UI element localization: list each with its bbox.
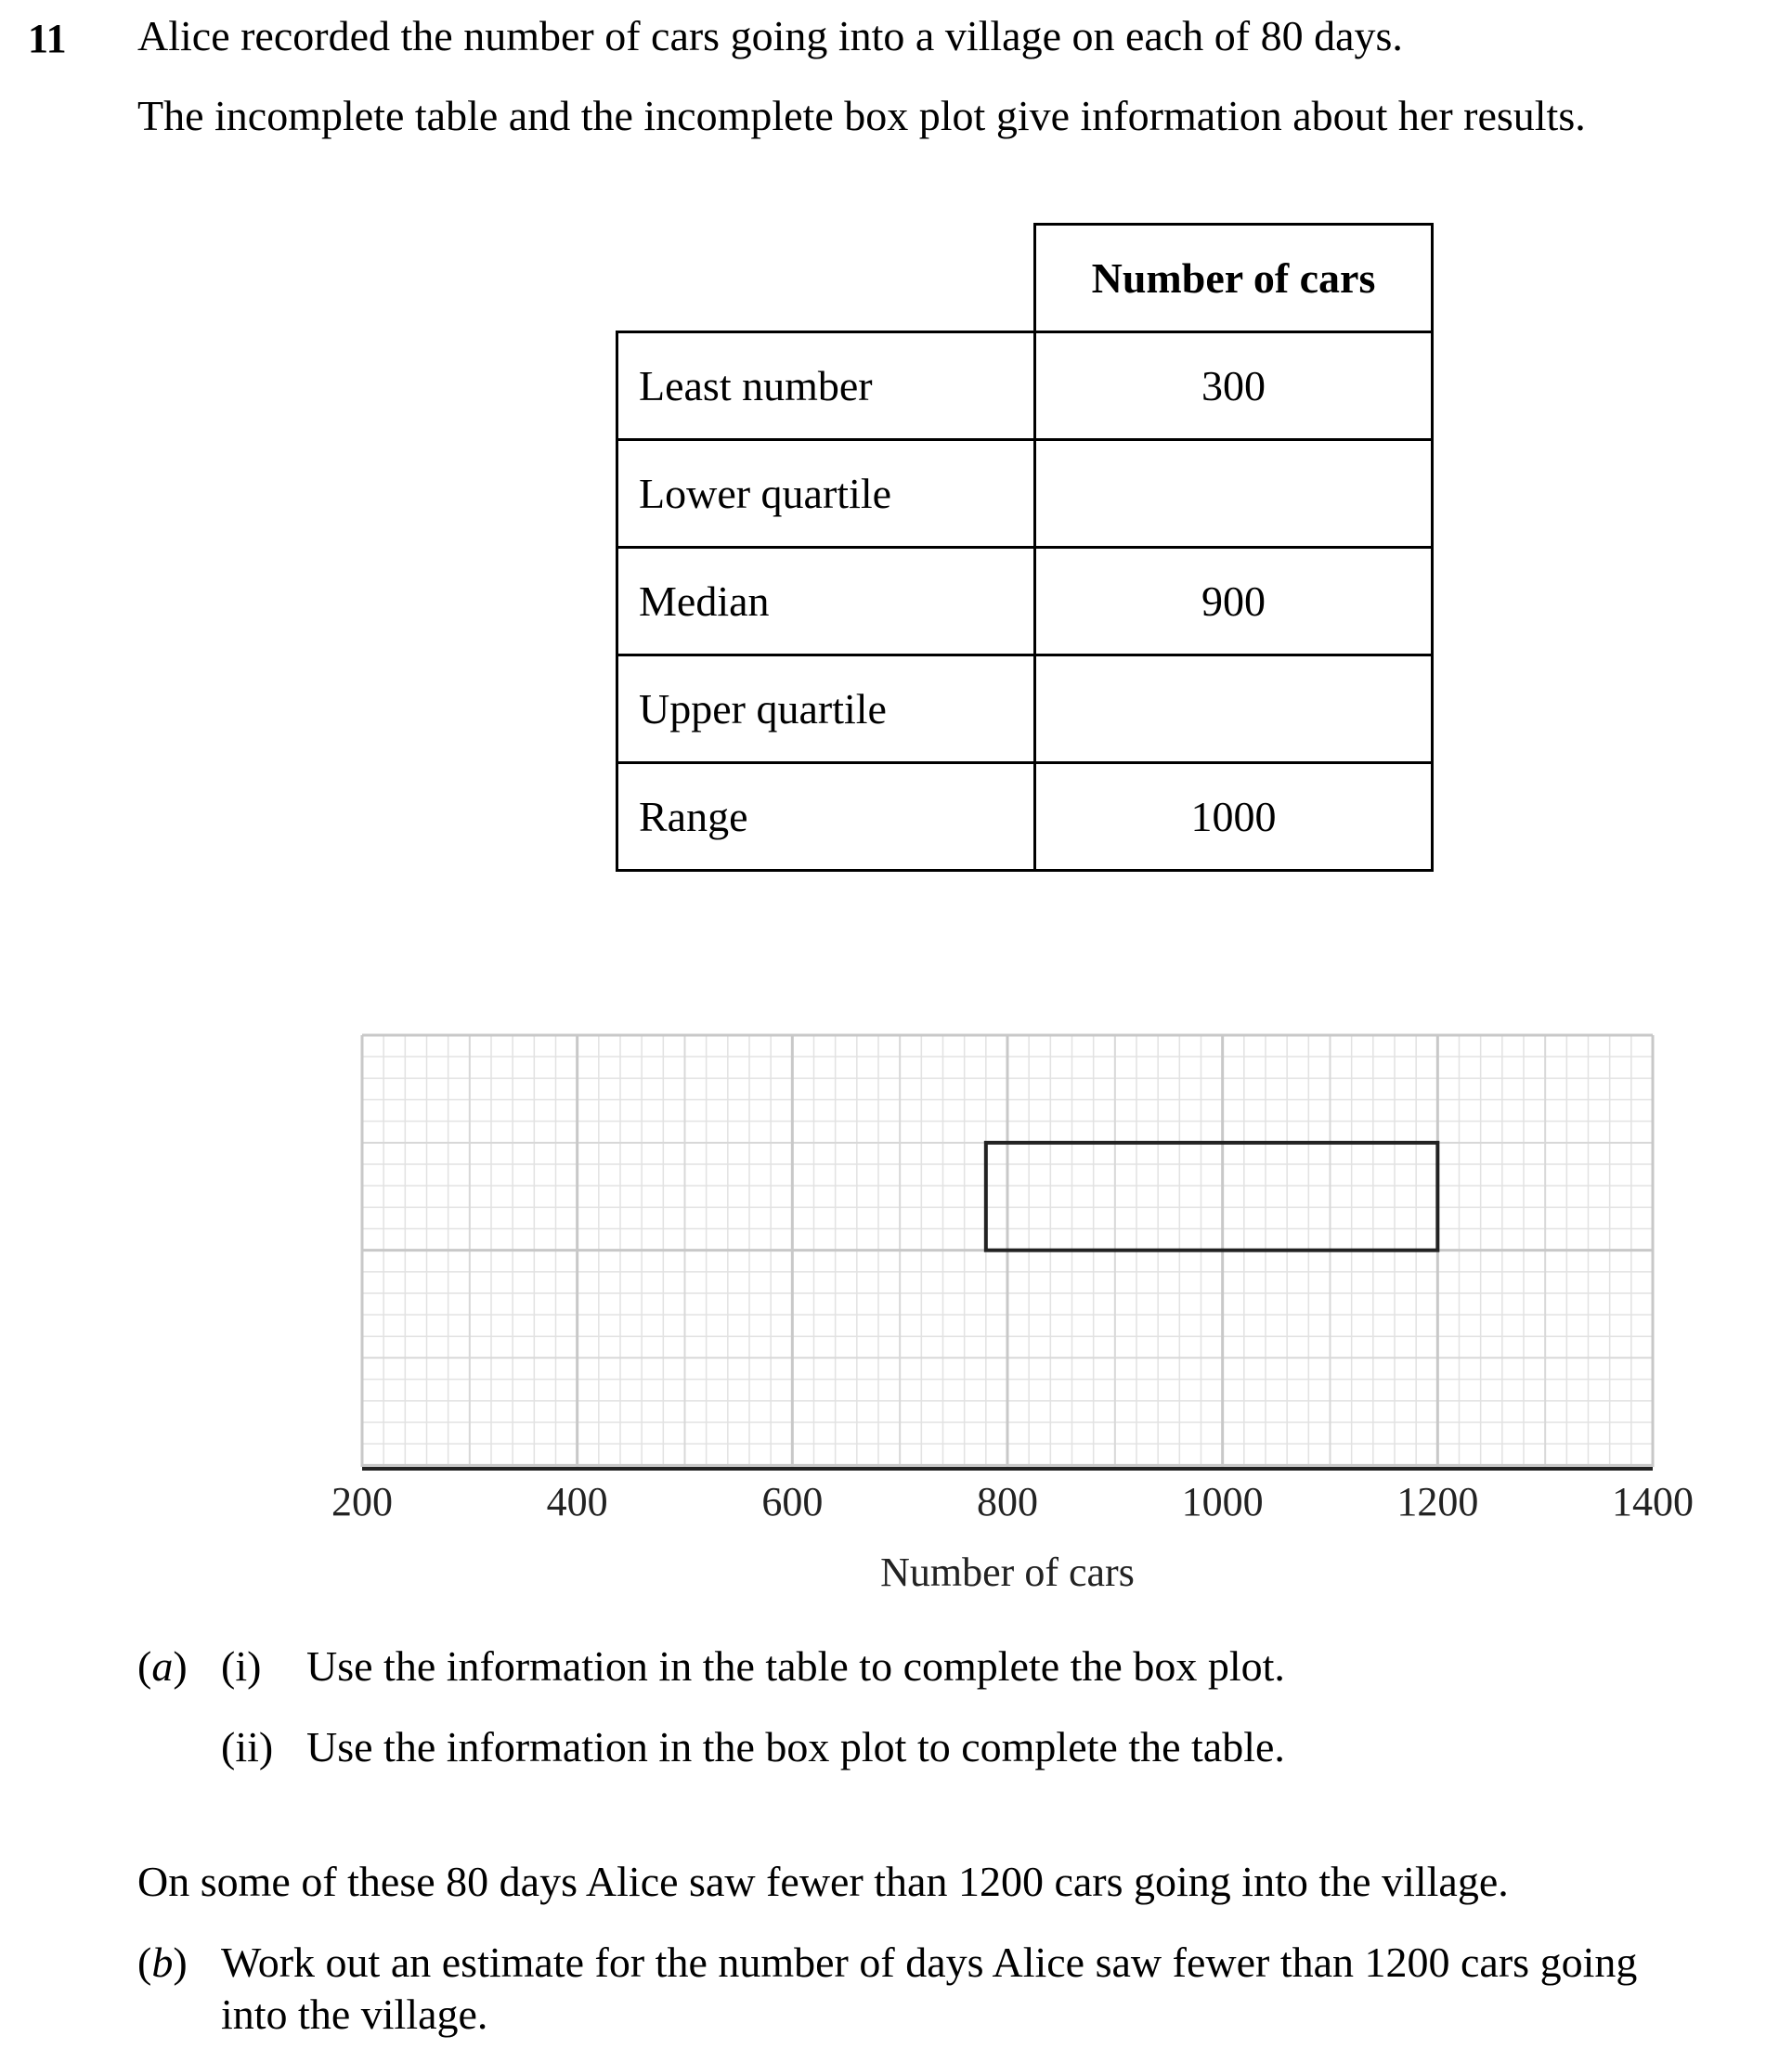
intro-line-2: The incomplete table and the incomplete box plot give information about her results.: [137, 92, 1586, 139]
table-header: Number of cars: [1035, 225, 1433, 332]
part-a-ii-label: (ii): [221, 1723, 274, 1770]
row-label-lower-quartile: Lower quartile: [617, 440, 1035, 548]
x-tick-label: 800: [977, 1479, 1038, 1524]
part-b-line-1: Work out an estimate for the number of days Alice saw fewer than 1200 cars going: [221, 1939, 1638, 1986]
table-row: [617, 548, 1433, 655]
x-axis-title: Number of cars: [880, 1550, 1135, 1595]
table-row: [617, 332, 1433, 440]
part-a-ii-text: Use the information in the box plot to complete the table.: [306, 1723, 1285, 1770]
part-b-letter: b: [151, 1939, 174, 1986]
intro-line-1: Alice recorded the number of cars going into a village on each of 80 days.: [137, 12, 1403, 59]
row-value-least: 300: [1035, 332, 1433, 440]
row-label-upper-quartile: Upper quartile: [617, 655, 1035, 763]
part-b-line-2: into the village.: [221, 1991, 488, 2038]
context-text: On some of these 80 days Alice saw fewer than 1200 cars going into the village.: [137, 1858, 1509, 1905]
part-b-marker: (b): [137, 1939, 188, 1986]
row-label-median: Median: [617, 548, 1035, 655]
question-number: 11: [28, 16, 67, 61]
x-tick-label: 1400: [1612, 1479, 1694, 1524]
row-label-least: Least number: [617, 332, 1035, 440]
box-plot-box: [986, 1143, 1438, 1251]
row-value-lower-quartile[interactable]: [1035, 440, 1433, 548]
box-plot-chart[interactable]: [306, 1017, 1718, 1611]
results-table: [616, 223, 1434, 872]
row-label-range: Range: [617, 763, 1035, 871]
part-a-i-text: Use the information in the table to complete the box plot.: [306, 1642, 1285, 1690]
table-header-row: [617, 225, 1433, 332]
table-row: [617, 440, 1433, 548]
row-value-upper-quartile[interactable]: [1035, 655, 1433, 763]
x-axis-tick-labels: [331, 1479, 1694, 1524]
part-a-marker: (a): [137, 1642, 188, 1690]
table-corner: [617, 225, 1035, 332]
part-a-letter: a: [151, 1642, 174, 1690]
x-tick-label: 400: [546, 1479, 608, 1524]
table-row: [617, 763, 1433, 871]
table-row: [617, 655, 1433, 763]
part-a-i-label: (i): [221, 1642, 262, 1690]
x-tick-label: 200: [331, 1479, 393, 1524]
row-value-median: 900: [1035, 548, 1433, 655]
row-value-range: 1000: [1035, 763, 1433, 871]
x-tick-label: 1000: [1181, 1479, 1264, 1524]
x-tick-label: 1200: [1396, 1479, 1479, 1524]
x-tick-label: 600: [761, 1479, 824, 1524]
